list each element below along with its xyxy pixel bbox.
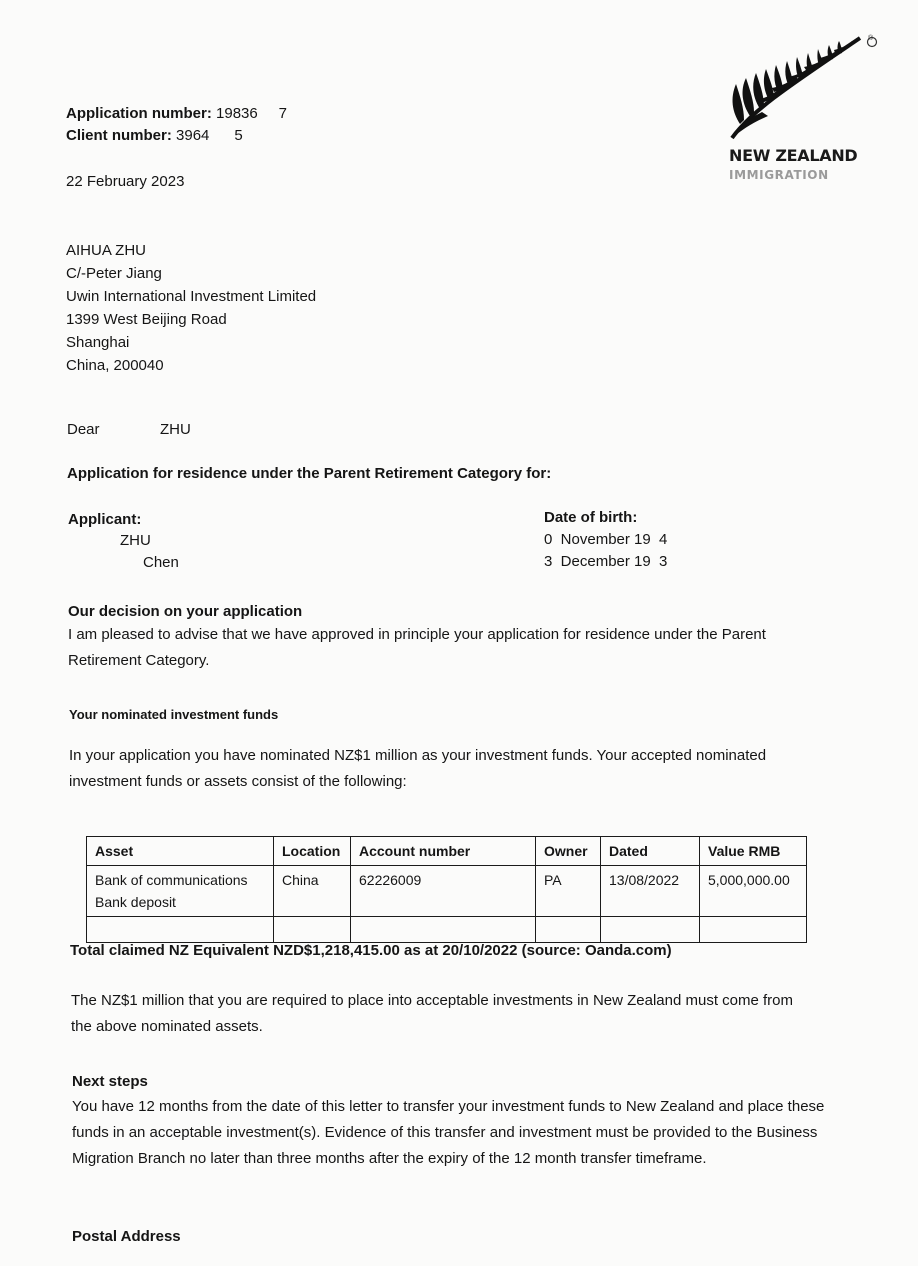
applicant-name: Chen: [143, 554, 179, 571]
value-cell: 5,000,000.00: [700, 866, 807, 917]
column-header: Value RMB: [700, 837, 807, 866]
table-header-row: [87, 837, 807, 866]
client-number-value: 3964 5: [176, 127, 243, 144]
asset-name: Bank of communications: [95, 872, 248, 888]
address-line: China, 200040: [66, 357, 164, 374]
asset-cell: [87, 866, 274, 917]
salutation-dear: Dear: [67, 421, 100, 438]
application-number-line: [66, 104, 287, 124]
salutation-name: ZHU: [160, 421, 191, 438]
column-header: Dated: [601, 837, 700, 866]
location-cell: China: [274, 866, 351, 917]
dob-value: 3 December 19 3: [544, 553, 668, 570]
column-header: Location: [274, 837, 351, 866]
recipient-address: [66, 239, 316, 377]
table-row-empty: [87, 917, 807, 943]
address-line: C/-Peter Jiang: [66, 265, 162, 282]
logo-name: NEW ZEALAND: [729, 146, 858, 165]
application-number-label: Application number:: [66, 105, 212, 122]
empty-cell: [601, 917, 700, 943]
dated-cell: 13/08/2022: [601, 866, 700, 917]
letter-subject: Application for residence under the Parent Retirement Category for:: [67, 465, 552, 482]
empty-cell: [700, 917, 807, 943]
logo-sub: IMMIGRATION: [729, 168, 829, 182]
assets-table: [86, 836, 807, 943]
application-number-value: 19836 7: [216, 105, 287, 122]
decision-heading: Our decision on your application: [68, 603, 303, 620]
postal-heading: Postal Address: [72, 1228, 181, 1245]
empty-cell: [536, 917, 601, 943]
registered-mark: ®: [868, 35, 874, 42]
requirement-text: The NZ$1 million that you are required to place into acceptable investments in New Zealand must come from the above nominated assets.: [71, 992, 794, 1035]
funds-text: In your application you have nominated NZ$1 million as your investment funds. Your accepted nominated investment funds or assets consist of the following:: [69, 747, 767, 790]
total-claimed: Total claimed NZ Equivalent NZD$1,218,415.00 as at 20/10/2022 (source: Oanda.com): [70, 942, 672, 959]
funds-heading: Your nominated investment funds: [69, 707, 279, 722]
address-line: AIHUA ZHU: [66, 242, 147, 259]
empty-cell: [351, 917, 536, 943]
applicant-name: ZHU: [120, 532, 151, 549]
account-cell: 62226009: [351, 866, 536, 917]
asset-type: Bank deposit: [95, 894, 176, 910]
column-header: Account number: [351, 837, 536, 866]
next-steps-heading: Next steps: [72, 1073, 148, 1090]
decision-text: I am pleased to advise that we have approved in principle your application for residence under the Parent Retirement Category.: [68, 626, 766, 669]
dob-value: 0 November 19 4: [544, 531, 668, 548]
empty-cell: [87, 917, 274, 943]
silver-fern-icon: [722, 32, 882, 144]
address-line: 1399 West Beijing Road: [66, 311, 227, 328]
table-row: [87, 866, 807, 917]
next-steps-text: You have 12 months from the date of this letter to transfer your investment funds to New Zealand and place these funds in an acceptable investment(s). Evidence of this transfer and investment must be provided to the Business Migration Branch no later than three months after the expiry of the 12 month transfer timeframe.: [72, 1098, 825, 1167]
empty-cell: [274, 917, 351, 943]
client-number-label: Client number:: [66, 127, 172, 144]
address-line: Shanghai: [66, 334, 130, 351]
owner-cell: PA: [536, 866, 601, 917]
column-header: Owner: [536, 837, 601, 866]
client-number-line: [66, 126, 243, 146]
column-header: Asset: [87, 837, 274, 866]
nz-immigration-logo: [722, 32, 882, 192]
address-line: Uwin International Investment Limited: [66, 288, 317, 305]
applicant-label: Applicant:: [68, 511, 142, 528]
dob-label: Date of birth:: [544, 509, 638, 526]
letter-date: 22 February 2023: [66, 173, 185, 190]
